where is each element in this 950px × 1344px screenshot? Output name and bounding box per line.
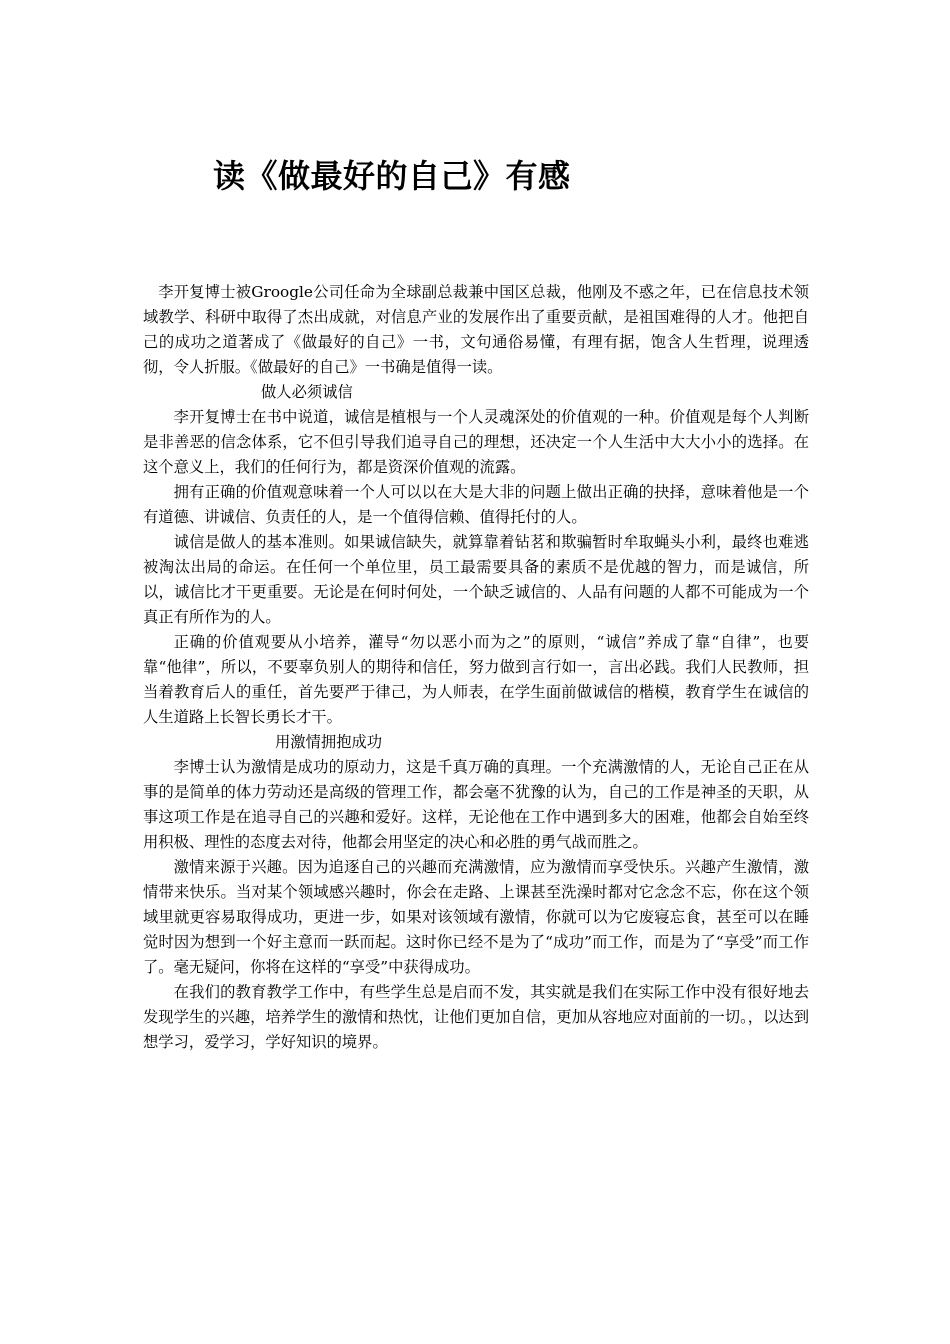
paragraph: 李开复博士在书中说道，诚信是植根与一个人灵魂深处的价值观的一种。价值观是每个人判断是非善恶的信念体系，它不但引导我们追寻自己的理想，还决定一个人生活中大大小小的选择。在这个意义上，我们的任何行为，都是资深价值观的流露。	[143, 408, 809, 476]
document-title: 读《做最好的自己》有感	[213, 157, 571, 195]
paragraph: 正确的价值观要从小培养，灌导“勿以恶小而为之”的原则，“诚信”养成了靠“自律”，也要靠“他律”，所以，不要辜负别人的期待和信任，努力做到言行如一，言出必践。我们人民教师，担当着教育后人的重任，首先要严于律己，为人师表，在学生面前做诚信的楷模，教育学生在诚信的人生道路上长智长勇长才干。	[143, 633, 809, 726]
paragraph: 李博士认为激情是成功的原动力，这是千真万确的真理。一个充满激情的人，无论自己正在从事的是简单的体力劳动还是高级的管理工作，都会毫不犹豫的认为，自己的工作是神圣的天职，从事这项工作是在追寻自己的兴趣和爱好。这样，无论他在工作中遇到多大的困难，他都会自始至终用积极、理性的态度去对待，他都会用坚定的决心和必胜的勇气战而胜之。	[143, 758, 809, 851]
paragraph: 诚信是做人的基本准则。如果诚信缺失，就算靠着钻茗和欺骗暂时牟取蝇头小利，最终也难逃被淘汰出局的命运。在任何一个单位里，员工最需要具备的素质不是优越的智力，而是诚信，所以，诚信比才干更重要。无论是在何时何处，一个缺乏诚信的、人品有问题的人都不可能成为一个真正有所作为的人。	[143, 533, 809, 626]
paragraph: 拥有正确的价值观意味着一个人可以以在大是大非的问题上做出正确的抉择，意味着他是一个有道德、讲诚信、负责任的人，是一个值得信赖、值得托付的人。	[143, 483, 809, 526]
section-heading-passion: 用激情拥抱成功	[275, 733, 383, 751]
intro-paragraph: 李开复博士被Groogle公司任命为全球副总裁兼中国区总裁，他刚及不惑之年，已在信息技术领域教学、科研中取得了杰出成就，对信息产业的发展作出了重要贡献，是祖国难得的人才。他把自己的成功之道著成了《做最好的自己》一书，文句通俗易懂，有理有据，饱含人生哲理，说理透彻，令人折服。《做最好的自己》一书确是值得一读。	[143, 283, 809, 376]
document-body	[143, 280, 809, 1055]
paragraph: 在我们的教育教学工作中，有些学生总是启而不发，其实就是我们在实际工作中没有很好地去发现学生的兴趣，培养学生的激情和热忱，让他们更加自信，更加从容地应对面前的一切。，以达到想学习，爱学习，学好知识的境界。	[143, 983, 809, 1051]
paragraph: 激情来源于兴趣。因为追逐自己的兴趣而充满激情，应为激情而享受快乐。兴趣产生激情，激情带来快乐。当对某个领域感兴趣时，你会在走路、上课甚至洗澡时都对它念念不忘，你在这个领域里就更容易取得成功，更进一步，如果对该领域有激情，你就可以为它废寝忘食，甚至可以在睡觉时因为想到一个好主意而一跃而起。这时你已经不是为了“成功”而工作，而是为了“享受”而工作了。毫无疑问，你将在这样的“享受”中获得成功。	[143, 858, 809, 976]
section-heading-integrity: 做人必须诚信	[261, 383, 353, 401]
